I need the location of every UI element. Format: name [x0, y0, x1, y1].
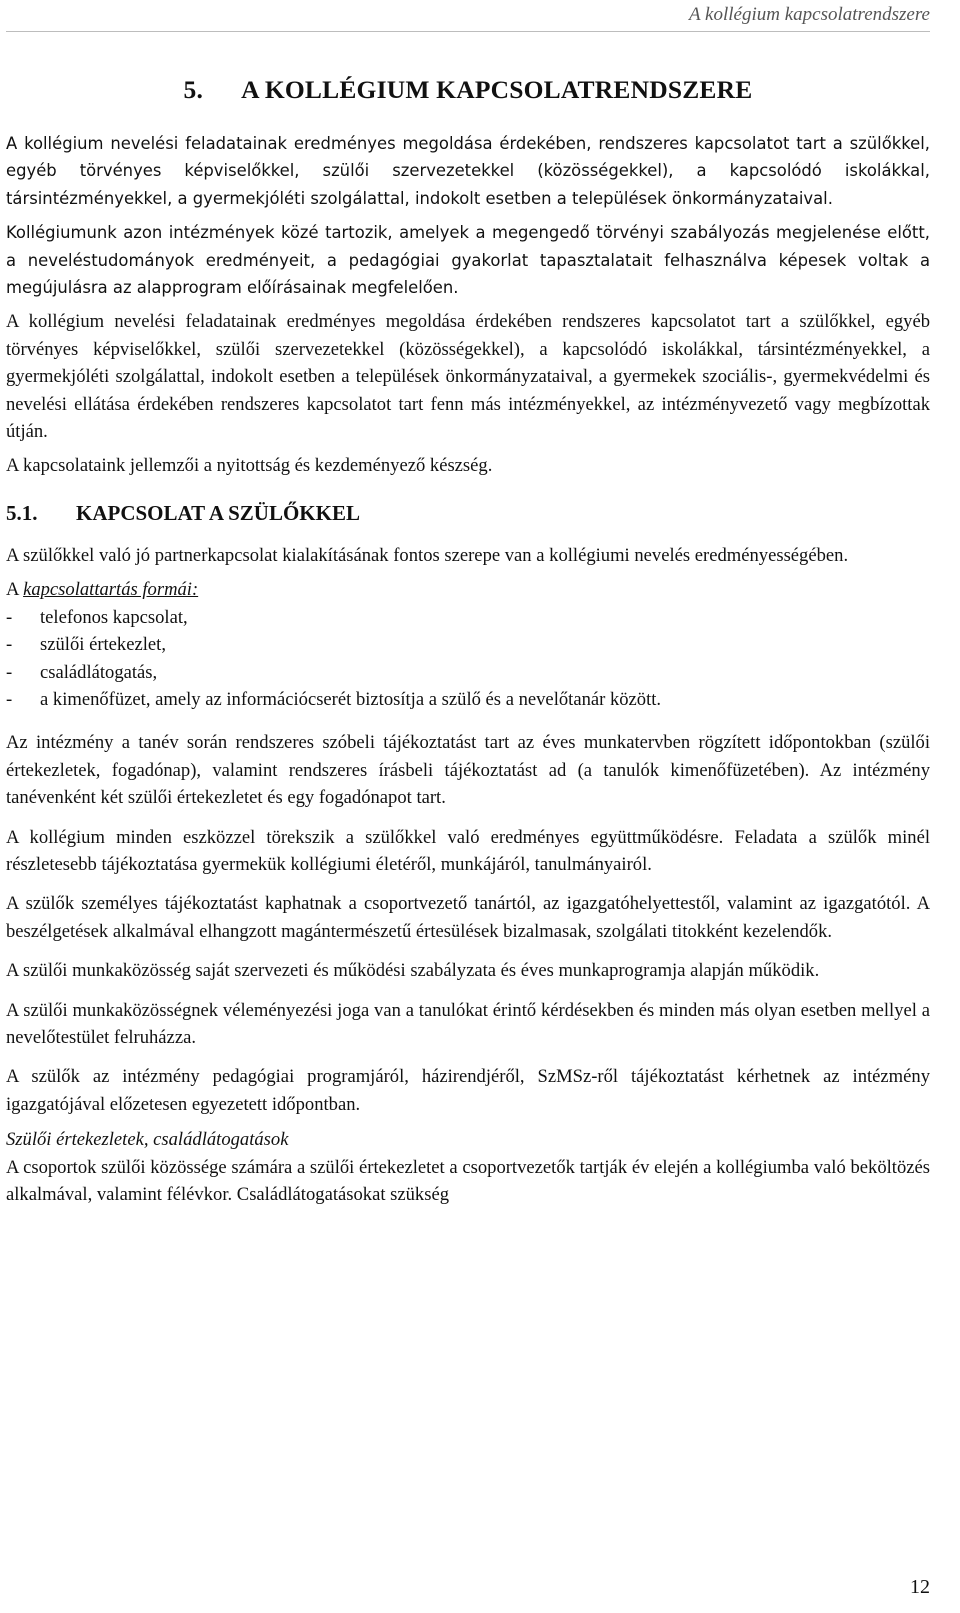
body-paragraph: A kollégium minden eszközzel törekszik a szülőkkel való eredményes együttműködésre. Feladata a szülők minél részletesebb tájékoztatása gyermekük kollégiumi életéről, munkájáról, tanulmányairól. [6, 826, 930, 875]
dash-bullet: - [6, 688, 13, 710]
list-item-text: telefonos kapcsolat, [40, 606, 188, 628]
body-paragraph: Az intézmény a tanév során rendszeres szóbeli tájékoztatást tart az éves munkatervben rögzített időpontokban (szülői értekezletek, fogadónap), valamint rendszeres írásbeli tájékoztatást ad (a tanulók kimenőfüzetében). Az intézmény tanévenként két szülői értekezletet és egy fogadónapot tart. [6, 732, 930, 809]
section-lead-paragraph: A szülőkkel való jó partnerkapcsolat kialakításának fontos szerepe van a kollégiumi nevelés eredményességében. [6, 544, 849, 566]
contact-forms-label: kapcsolattartás formái: [23, 579, 199, 601]
body-paragraph: A szülői munkaközösség saját szervezeti és működési szabályzata és éves munkaprogramja alapján működik. [6, 960, 820, 982]
contact-forms-heading [6, 576, 930, 603]
list-item-text: családlátogatás, [40, 661, 158, 683]
list-item-text: a kimenőfüzet, amely az információcserét biztosítja a szülő és a nevelőtanár között. [40, 688, 662, 710]
intro-paragraph: A kollégium nevelési feladatainak eredményes megoldása érdekében rendszeres kapcsolatot tart a szülőkkel, egyéb törvényes képviselőkkel, szülői szervezetekkel (közösségekkel), a kapcsolódó iskolákkal, társintézményekkel, a gyermekjóléti szolgálattal, indokolt esetben a települések önkormányzataival, a gyermekek szociális-, gyermekvédelmi és nevelési ellátása érdekében rendszeres kapcsolatot tart fenn más intézményekkel, az intézményvezető vagy megbízottak útján. [6, 311, 930, 443]
list-item-text: szülői értekezlet, [40, 634, 166, 656]
intro-paragraph: Kollégiumunk azon intézmények közé tartozik, amelyek a megengedő törvényi szabályozás megjelenése előtt, a neveléstudományok eredményeit, a pedagógiai gyakorlat tapasztalatait felhasználva képesek voltak a megújulásra az alapprogram előírásainak megfelelően. [6, 223, 930, 298]
list-item [6, 631, 930, 658]
list-item [6, 604, 930, 631]
section-number: 5.1. [6, 500, 38, 525]
header-divider [6, 31, 930, 32]
running-header: A kollégium kapcsolatrendszere [689, 4, 930, 25]
chapter-title [6, 72, 930, 108]
body-paragraph: A csoportok szülői közössége számára a szülői értekezletet a csoportvezetők tartják év elején a kollégiumba való beköltözés alkalmával, valamint félévkor. Családlátogatásokat szükség [6, 1156, 930, 1205]
contact-forms-prefix: A [6, 579, 24, 601]
section-title [6, 498, 930, 528]
contact-forms-list [6, 604, 930, 714]
list-item [6, 686, 930, 713]
body-paragraph: A szülők az intézmény pedagógiai programjáról, házirendjéről, SzMSz-ről tájékoztatást kérhetnek az intézmény igazgatójával előzetesen egyezetett időpontban. [6, 1066, 930, 1115]
chapter-title-text: A KOLLÉGIUM KAPCSOLATRENDSZERE [241, 75, 753, 104]
intro-paragraph: A kollégium nevelési feladatainak eredményes megoldása érdekében, rendszeres kapcsolatot tart a szülőkkel, egyéb törvényes képviselőkkel, szülői szervezetekkel (közösségekkel), a kapcsolódó iskolákkal, társintézményekkel, a gyermekjóléti szolgálattal, indokolt esetben a települések önkormányzataival. [6, 134, 930, 208]
body-paragraph: A szülők személyes tájékoztatást kaphatnak a csoportvezető tanártól, az igazgatóhelyettestől, valamint az igazgatótól. A beszélgetések alkalmával elhangzott magántermészetű értesülések bizalmasak, szolgálati titokként kezelendők. [6, 893, 930, 942]
dash-bullet: - [6, 606, 13, 628]
body-paragraph: A szülői munkaközösségnek véleményezési joga van a tanulókat érintő kérdésekben és minden más olyan esetben mellyel a nevelőtestület felruházza. [6, 999, 930, 1048]
dash-bullet: - [6, 661, 13, 683]
page-content [6, 72, 930, 1215]
list-item [6, 659, 930, 686]
section-title-text: KAPCSOLAT A SZÜLŐKKEL [76, 500, 360, 525]
chapter-number: 5. [183, 75, 204, 104]
intro-paragraph: A kapcsolataink jellemzői a nyitottság és kezdeményező készség. [6, 455, 493, 477]
dash-bullet: - [6, 634, 13, 656]
page-number: 12 [910, 1576, 930, 1598]
subheading: Szülői értekezletek, családlátogatások [6, 1129, 289, 1151]
